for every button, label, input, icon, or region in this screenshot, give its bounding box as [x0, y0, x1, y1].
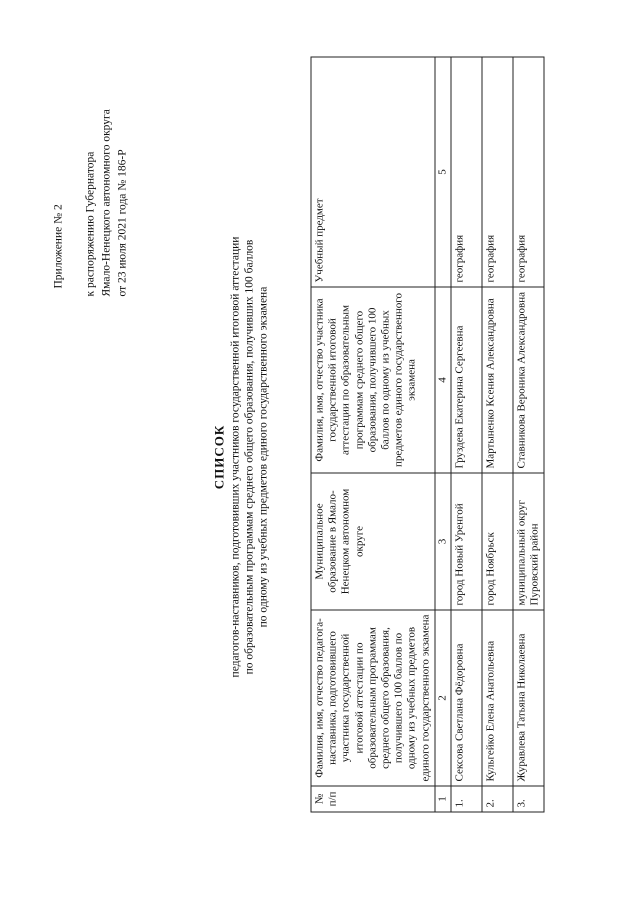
- cell-municipality: муниципальный округ Пуровский район: [513, 473, 544, 610]
- header-municipality: Муниципальное образование в Ямало-Ненецком автономном округе: [311, 473, 435, 610]
- column-number: 2: [434, 610, 450, 786]
- table-row: [451, 57, 482, 812]
- heading-line-1: педагогов-наставников, подготовивших участников государственной итоговой аттестации: [229, 236, 241, 678]
- appendix-block: [50, 7, 130, 297]
- table-row: [513, 57, 544, 812]
- cell-subject: география: [482, 57, 513, 287]
- cell-number: 3.: [513, 786, 544, 812]
- column-numbers-row: [434, 57, 450, 812]
- mentors-table: [310, 57, 544, 813]
- document-heading: [212, 100, 270, 815]
- cell-mentor-name: Журавлева Татьяна Николаевна: [513, 610, 544, 786]
- column-number: 4: [434, 287, 450, 473]
- column-number: 5: [434, 57, 450, 287]
- column-number: 1: [434, 786, 450, 812]
- cell-mentor-name: Кульгейко Елена Анатольевна: [482, 610, 513, 786]
- cell-number: 2.: [482, 786, 513, 812]
- cell-municipality: город Новый Уренгой: [451, 473, 482, 610]
- heading-line-2: по образовательным программам среднего общего образования, получивших 100 баллов: [243, 239, 255, 675]
- appendix-line-3: от 23 июля 2021 года № 186-Р: [116, 149, 128, 297]
- header-mentor-name: Фамилия, имя, отчество педагога-наставника, подготовившего участника государственной итоговой аттестации по образовательным программам среднего общего образования, получившего 100 баллов по одному из учебных предметов единого государственного экзамена: [311, 610, 435, 786]
- document-title: СПИСОК: [211, 424, 226, 490]
- cell-participant-name: Груздева Екатерина Сергеевна: [451, 287, 482, 473]
- heading-line-3: по одному из учебных предметов единого государственного экзамена: [257, 286, 269, 628]
- cell-participant-name: Мартыненко Ксения Александровна: [482, 287, 513, 473]
- header-subject: Учебный предмет: [311, 57, 435, 287]
- cell-subject: география: [513, 57, 544, 287]
- table-row: [482, 57, 513, 812]
- cell-municipality: город Ноябрьск: [482, 473, 513, 610]
- cell-number: 1.: [451, 786, 482, 812]
- table-header-row: [311, 57, 435, 812]
- appendix-line-2: Ямало-Ненецкого автономного округа: [100, 109, 112, 297]
- appendix-line-1: к распоряжению Губернатора: [84, 151, 96, 297]
- cell-subject: география: [451, 57, 482, 287]
- cell-mentor-name: Сексова Светлана Фёдоровна: [451, 610, 482, 786]
- appendix-number: Приложение № 2: [52, 204, 64, 289]
- cell-participant-name: Ставникова Вероника Александровна: [513, 287, 544, 473]
- column-number: 3: [434, 473, 450, 610]
- header-participant-name: Фамилия, имя, отчество участника государственной итоговой аттестации по образовательным программам среднего общего образования, получившего 100 баллов по одному из учебных предметов единого государственного экзамена: [311, 287, 435, 473]
- header-number: № п/п: [311, 786, 435, 812]
